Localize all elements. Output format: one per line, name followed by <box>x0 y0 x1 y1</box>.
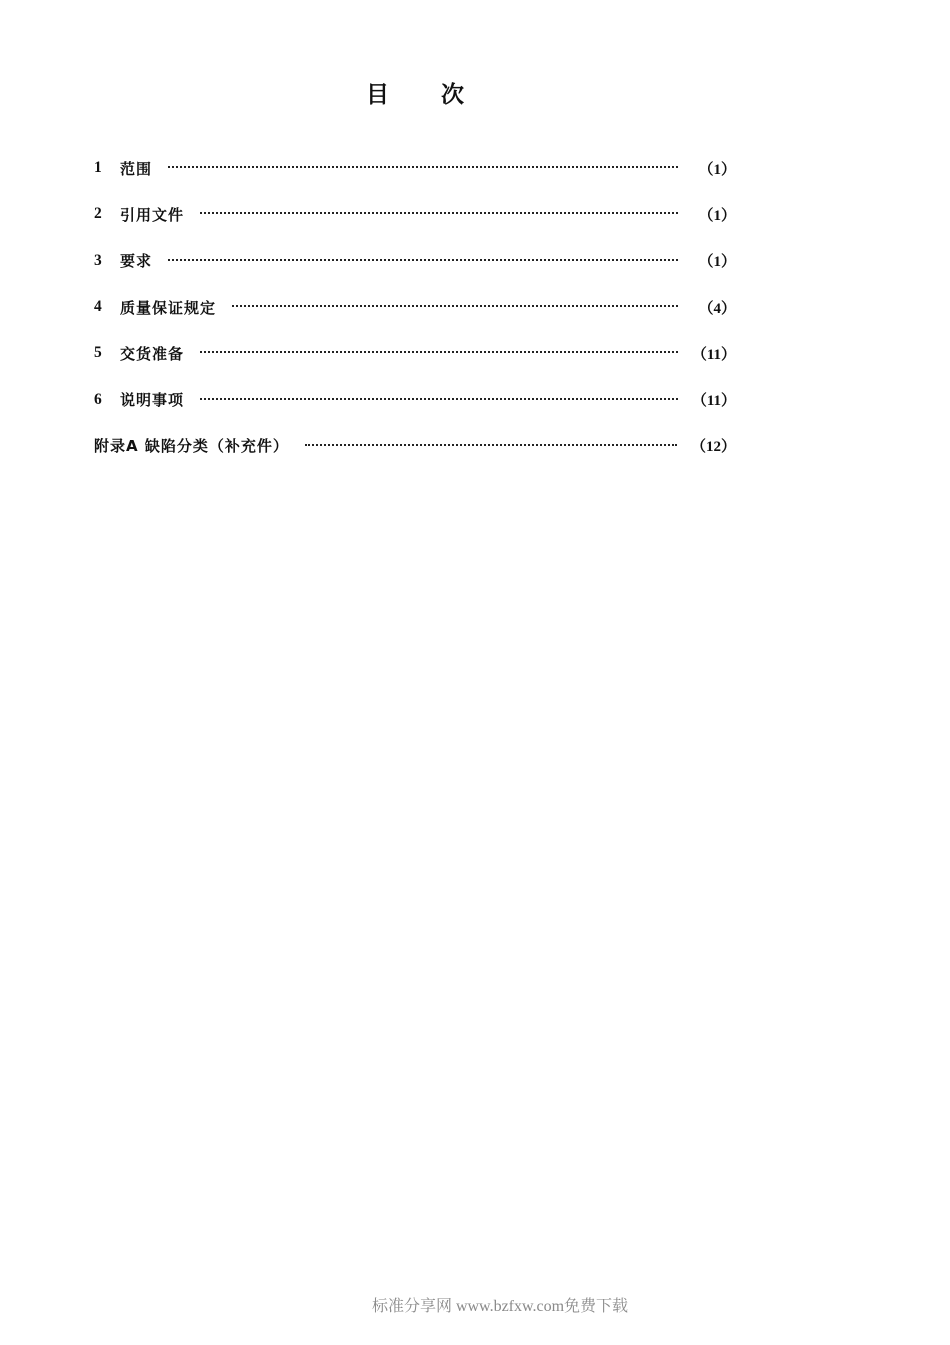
toc-entry-title: 说明事项 <box>120 391 185 410</box>
toc-entry-title: 要求 <box>120 252 153 271</box>
dot-leader <box>200 210 678 214</box>
toc-entry-page: （11） <box>691 346 736 363</box>
toc-entry-notes[interactable] <box>94 376 736 422</box>
toc-entry-title: 质量保证规定 <box>120 298 217 317</box>
toc-entry-quality-assurance[interactable] <box>94 284 736 330</box>
toc-entry-number: 1 <box>94 159 102 177</box>
toc-entry-page: （1） <box>698 207 736 224</box>
toc-entry-page: （1） <box>698 254 736 271</box>
toc-entry-page: （1） <box>698 161 736 178</box>
toc-entry-page: （4） <box>698 300 736 317</box>
toc-entry-title: 附录A 缺陷分类（补充件） <box>94 437 289 456</box>
toc-entry-title: 范围 <box>120 159 153 178</box>
toc-entry-number: 2 <box>94 205 102 223</box>
dot-leader <box>200 349 678 353</box>
toc-entry-number: 5 <box>94 344 102 362</box>
toc-entry-delivery-preparation[interactable] <box>94 330 736 376</box>
table-of-contents <box>94 145 736 469</box>
dot-leader <box>168 257 678 261</box>
toc-entry-requirements[interactable] <box>94 238 736 284</box>
toc-entry-title: 引用文件 <box>120 205 185 224</box>
toc-entry-page: （11） <box>691 393 736 410</box>
dot-leader <box>305 442 677 446</box>
toc-entry-scope[interactable] <box>94 145 736 191</box>
dot-leader <box>232 303 678 307</box>
toc-entry-appendix-a[interactable] <box>94 423 736 469</box>
dot-leader <box>168 164 678 168</box>
toc-entry-number: 3 <box>94 251 102 269</box>
toc-entry-number: 6 <box>94 390 102 408</box>
toc-entry-number: 4 <box>94 298 102 316</box>
toc-entry-title: 交货准备 <box>120 344 185 363</box>
page-title: 目 次 <box>365 82 486 108</box>
toc-entry-page: （12） <box>690 439 736 456</box>
toc-entry-referenced-documents[interactable] <box>94 191 736 237</box>
footer-watermark: 标准分享网 www.bzfxw.com免费下载 <box>371 1298 629 1315</box>
dot-leader <box>200 396 678 400</box>
